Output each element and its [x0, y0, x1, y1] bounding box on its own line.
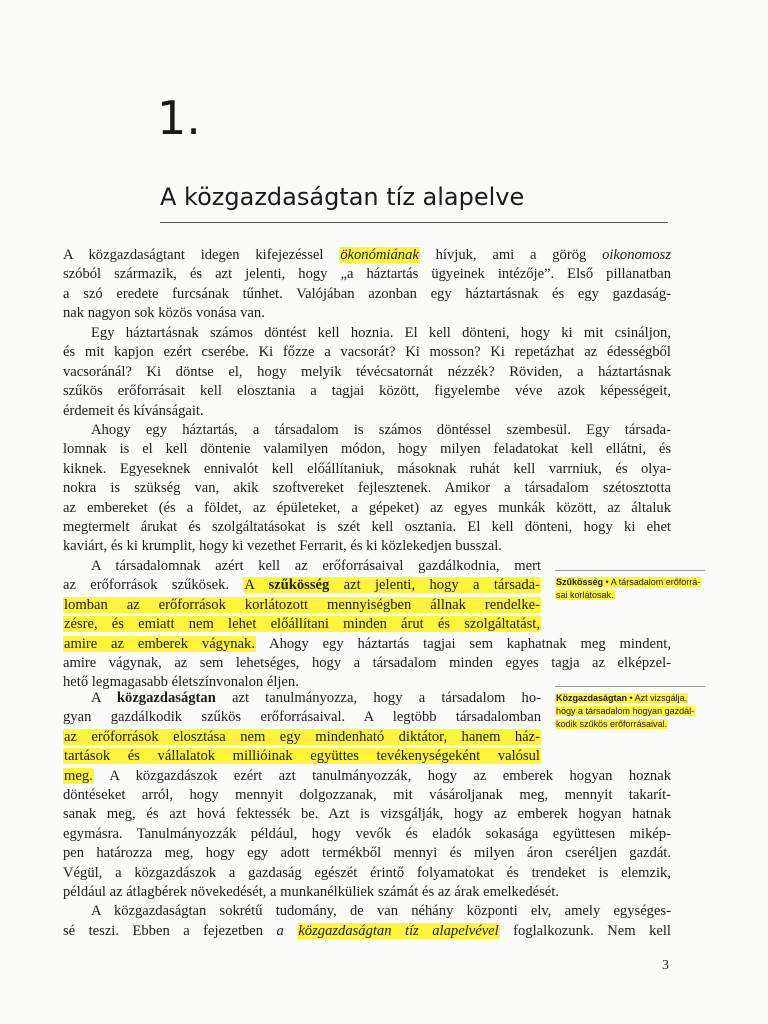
text-line: vacsoránál? Ki döntse el, hogy melyik tévécsatornát nézzék? Röviden, a háztartásnak [63, 363, 671, 380]
highlight: A szűkösség azt jelenti, hogy a társada- [244, 577, 541, 594]
highlight: zésre, és emiatt nem lehet előállítani minden árut és szolgáltatást, [64, 616, 540, 633]
page-number: 3 [662, 958, 669, 973]
text-line: A közgazdaságtan azt tanulmányozza, hogy a társadalom ho- [91, 690, 541, 706]
sidenote-divider [555, 686, 705, 687]
text-line: A közgazdaságtan sokrétű tudomány, de van néhány központi elv, amely egységes- [91, 903, 671, 920]
text-line [63, 615, 541, 634]
sidenote-divider [555, 570, 705, 571]
highlight: tartások és vállalatok millióinak együttes tevékenységeként valósul [64, 748, 540, 765]
sidenote-scarcity [555, 570, 705, 602]
text-line [63, 728, 541, 747]
text-line: A közgazdaságtant idegen kifejezéssel ökonómiának hívjuk, ami a görög oikonomosz [63, 247, 671, 263]
text-line: gyan gazdálkodik szűkös erőforrásaival. A legtöbb társadalomban [63, 709, 541, 726]
text-line: hető legmagasabb életszínvonalon éljen. [63, 674, 299, 691]
highlight: meg. [64, 767, 93, 784]
chapter-number: 1. [157, 91, 201, 145]
text-line: kiknek. Egyeseknek ennivalót kell előállítaniuk, másoknak ruhát kell varrniuk, és olya- [63, 460, 671, 477]
sidenote-economics [555, 686, 705, 731]
text-line: egymásra. Tanulmányozzák például, hogy vevők és eladók sokasága együttesen mikép- [63, 825, 671, 842]
highlight: amire az emberek vágynak. [64, 635, 255, 652]
paragraph-6 [63, 902, 671, 941]
text-line: érdemeit és kívánságait. [63, 402, 204, 419]
text-line: döntéseket arról, hogy mennyit dolgozzanak, mit vásároljanak meg, mennyit takarít- [63, 787, 671, 803]
text-line: Egy háztartásnak számos döntést kell hoznia. El kell dönteni, hogy ki mit csináljon, [91, 325, 671, 341]
paragraph-5-continued [63, 767, 671, 903]
text-line: nokra is szükség van, akik szoftvereket fejlesztenek. Amikor a társadalom szétosztotta [63, 480, 671, 497]
text-line: nak nagyon sok közös vonása van. [63, 305, 265, 322]
text-line: a szó eredete furcsának tűnhet. Valójában azonban egy háztartásnak és egy gazdaság- [63, 285, 671, 302]
text-line [63, 596, 541, 615]
text-line: szűkös erőforrásait kell elosztania a tagjai között, figyelembe véve azok képességeit, [63, 383, 671, 400]
paragraph-4-continued [63, 635, 671, 693]
highlight: közgazdaságtan tíz alapelvével [298, 922, 499, 939]
highlight: az erőforrások elosztása nem egy mindenható diktátor, hanem ház- [64, 728, 540, 745]
text-line: megtermelt árukat és szolgáltatásokat is szét kell osztania. El kell dönteni, hogy ki ehet [63, 519, 671, 536]
chapter-title: A közgazdaságtan tíz alapelve [160, 183, 525, 211]
highlight: hogy a társadalom hogyan gazdál- [556, 706, 695, 716]
paragraph-3 [63, 421, 671, 557]
paragraph-5 [63, 689, 541, 767]
highlight: kodik szűkös erőforrásaival. [556, 719, 668, 729]
text-line: Végül, a közgazdászok a gazdaság egészét érintő folyamatokat és trendeket is elemzik, [63, 864, 671, 881]
paragraph-1 [63, 246, 671, 324]
title-divider [160, 222, 668, 223]
text-line: szóból származik, és azt jelenti, hogy „a háztartás ügyeinek intézője”. Első pillanatban [63, 266, 671, 283]
text-line: amire az emberek vágynak. Ahogy egy háztartás tagjai sem kaphatnak meg mindent, [64, 635, 671, 652]
text-line: meg. A közgazdászok ezért azt tanulmányozzák, hogy az emberek hogyan hoznak [64, 767, 671, 784]
text-line: A társadalomnak azért kell az erőforrásaival gazdálkodnia, mert [91, 558, 541, 574]
highlight: sai korlátosak. [556, 590, 614, 600]
text-line: sé teszi. Ebben a fejezetben a közgazdaságtan tíz alapelvével foglalkozunk. Nem kell [63, 922, 671, 939]
highlight: Szűkösség • A társadalom erőforrá- [556, 577, 701, 587]
text-line [63, 747, 541, 766]
text-line: lomnak is el kell döntenie valamilyen módon, hogy milyen feladatokat kell ellátni, és [63, 441, 671, 458]
text-line: sanak meg, és azt hová fektessék be. Azt is vizsgálják, hogy az emberek hogyan hatnak [63, 806, 671, 823]
text-line: és mit kapjon ezért cserébe. Ki főzze a vacsorát? Ki mosson? Ki repetázhat az édességből [63, 344, 671, 361]
text-line: például az átlagbérek növekedését, a munkanélküliek számát és az árak emelkedését. [63, 884, 559, 901]
paragraph-2 [63, 324, 671, 421]
text-line: amire vágynak, az sem lehetséges, hogy a társadalom minden egyes tagja az elképzel- [63, 655, 671, 671]
text-line: pen határozza meg, hogy egy adott termékből mennyi és milyen áron cseréljen gazdát. [63, 845, 671, 862]
text-line: az erőforrások szűkösek. A szűkösség azt jelenti, hogy a társada- [63, 577, 541, 594]
text-line: Ahogy egy háztartás, a társadalom is számos döntéssel szembesül. Egy társada- [91, 422, 671, 438]
highlight: lomban az erőforrások korlátozott mennyiségben állnak rendelke- [64, 596, 540, 613]
highlight: Közgazdaságtan • Azt vizsgálja, [556, 693, 688, 703]
text-line: az embereket (és a földet, az épületeket, a gépeket) az egyes munkák között, az általuk [63, 499, 671, 516]
highlight: ökonómiának [340, 247, 419, 263]
paragraph-4 [63, 557, 541, 635]
text-line: kaviárt, és ki krumplit, hogy ki vezethet Ferrarit, és ki közlekedjen busszal. [63, 538, 502, 555]
